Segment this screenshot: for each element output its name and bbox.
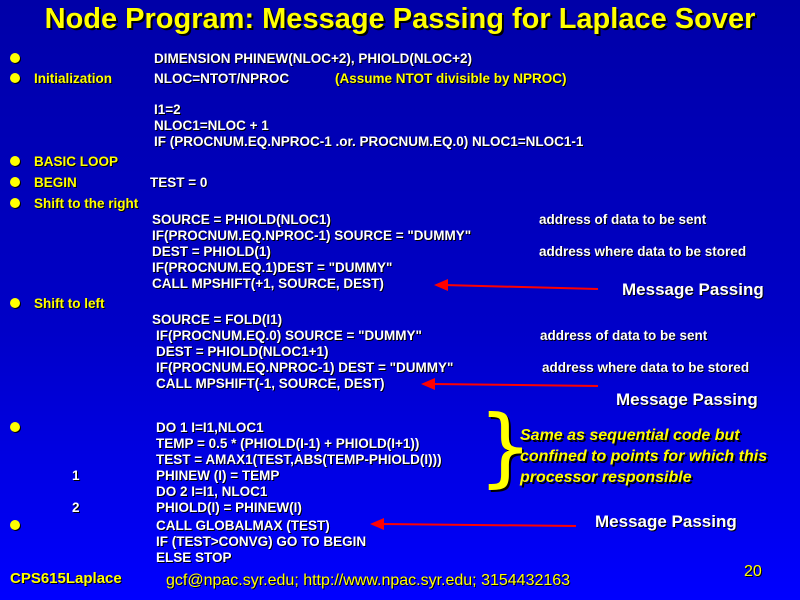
loop-line: TEMP = 0.5 * (PHIOLD(I-1) + PHIOLD(I+1)) <box>156 436 420 451</box>
shift-right-line: CALL MPSHIFT(+1, SOURCE, DEST) <box>152 276 384 291</box>
init-assume: (Assume NTOT divisible by NPROC) <box>335 71 567 86</box>
arrow-icon <box>421 378 598 390</box>
shift-left-line: SOURCE = FOLD(I1) <box>152 312 283 327</box>
init-line: I1=2 <box>154 102 181 117</box>
statement-label-1: 1 <box>72 468 80 483</box>
arrow-icon <box>434 279 598 291</box>
comment-stored: address where data to be stored <box>539 244 747 259</box>
brace-icon: } <box>478 397 533 497</box>
shift-left-label: Shift to left <box>34 296 105 311</box>
init-label: Initialization <box>34 71 113 86</box>
sequential-note: Same as sequential code but confined to points for which this processor responsible <box>520 427 768 486</box>
shift-right-line: IF(PROCNUM.EQ.NPROC-1) SOURCE = "DUMMY" <box>152 228 472 243</box>
comment-stored: address where data to be stored <box>542 360 750 375</box>
shift-left-line: IF(PROCNUM.EQ.NPROC-1) DEST = "DUMMY" <box>156 360 454 375</box>
loop-line: PHIOLD(I) = PHINEW(I) <box>156 500 302 515</box>
globalmax-line: ELSE STOP <box>156 550 232 565</box>
init-code: NLOC=NTOT/NPROC <box>154 71 290 86</box>
begin-label: BEGIN <box>34 175 77 190</box>
slide-title: Node Program: Message Passing for Laplace Sover <box>44 3 756 35</box>
contact-info: gcf@npac.syr.edu; http://www.npac.syr.edu; 3154432163 <box>166 572 571 589</box>
loop-line: DO 1 I=I1,NLOC1 <box>156 420 264 435</box>
statement-label-2: 2 <box>72 500 80 515</box>
loop-line: PHINEW (I) = TEMP <box>156 468 280 483</box>
comment-sent: address of data to be sent <box>540 328 708 343</box>
loop-line: TEST = AMAX1(TEST,ABS(TEMP-PHIOLD(I))) <box>156 452 442 467</box>
arrow-icon <box>370 518 576 530</box>
shift-right-line: DEST = PHIOLD(1) <box>152 244 271 259</box>
shift-left-line: DEST = PHIOLD(NLOC1+1) <box>156 344 329 359</box>
shift-left-line: CALL MPSHIFT(-1, SOURCE, DEST) <box>156 376 385 391</box>
comment-sent: address of data to be sent <box>539 212 707 227</box>
init-line: IF (PROCNUM.EQ.NPROC-1 .or. PROCNUM.EQ.0) NLOC1=NLOC1-1 <box>154 134 584 149</box>
message-passing-label: Message Passing <box>595 512 737 531</box>
shift-right-line: IF(PROCNUM.EQ.1)DEST = "DUMMY" <box>152 260 393 275</box>
globalmax-line: IF (TEST>CONVG) GO TO BEGIN <box>156 534 367 549</box>
course-code: CPS615Laplace <box>10 570 122 587</box>
message-passing-label: Message Passing <box>616 390 758 409</box>
shift-left-line: IF(PROCNUM.EQ.0) SOURCE = "DUMMY" <box>156 328 422 343</box>
globalmax-line: CALL GLOBALMAX (TEST) <box>156 518 330 533</box>
loop-line: DO 2 I=I1, NLOC1 <box>156 484 268 499</box>
shift-right-line: SOURCE = PHIOLD(NLOC1) <box>152 212 331 227</box>
shift-right-label: Shift to the right <box>34 196 139 211</box>
dimension-code: DIMENSION PHINEW(NLOC+2), PHIOLD(NLOC+2) <box>154 51 473 66</box>
begin-code: TEST = 0 <box>150 175 208 190</box>
init-line: NLOC1=NLOC + 1 <box>154 118 269 133</box>
message-passing-label: Message Passing <box>622 280 764 299</box>
basic-loop-label: BASIC LOOP <box>34 154 119 169</box>
page-number: 20 <box>744 563 762 580</box>
